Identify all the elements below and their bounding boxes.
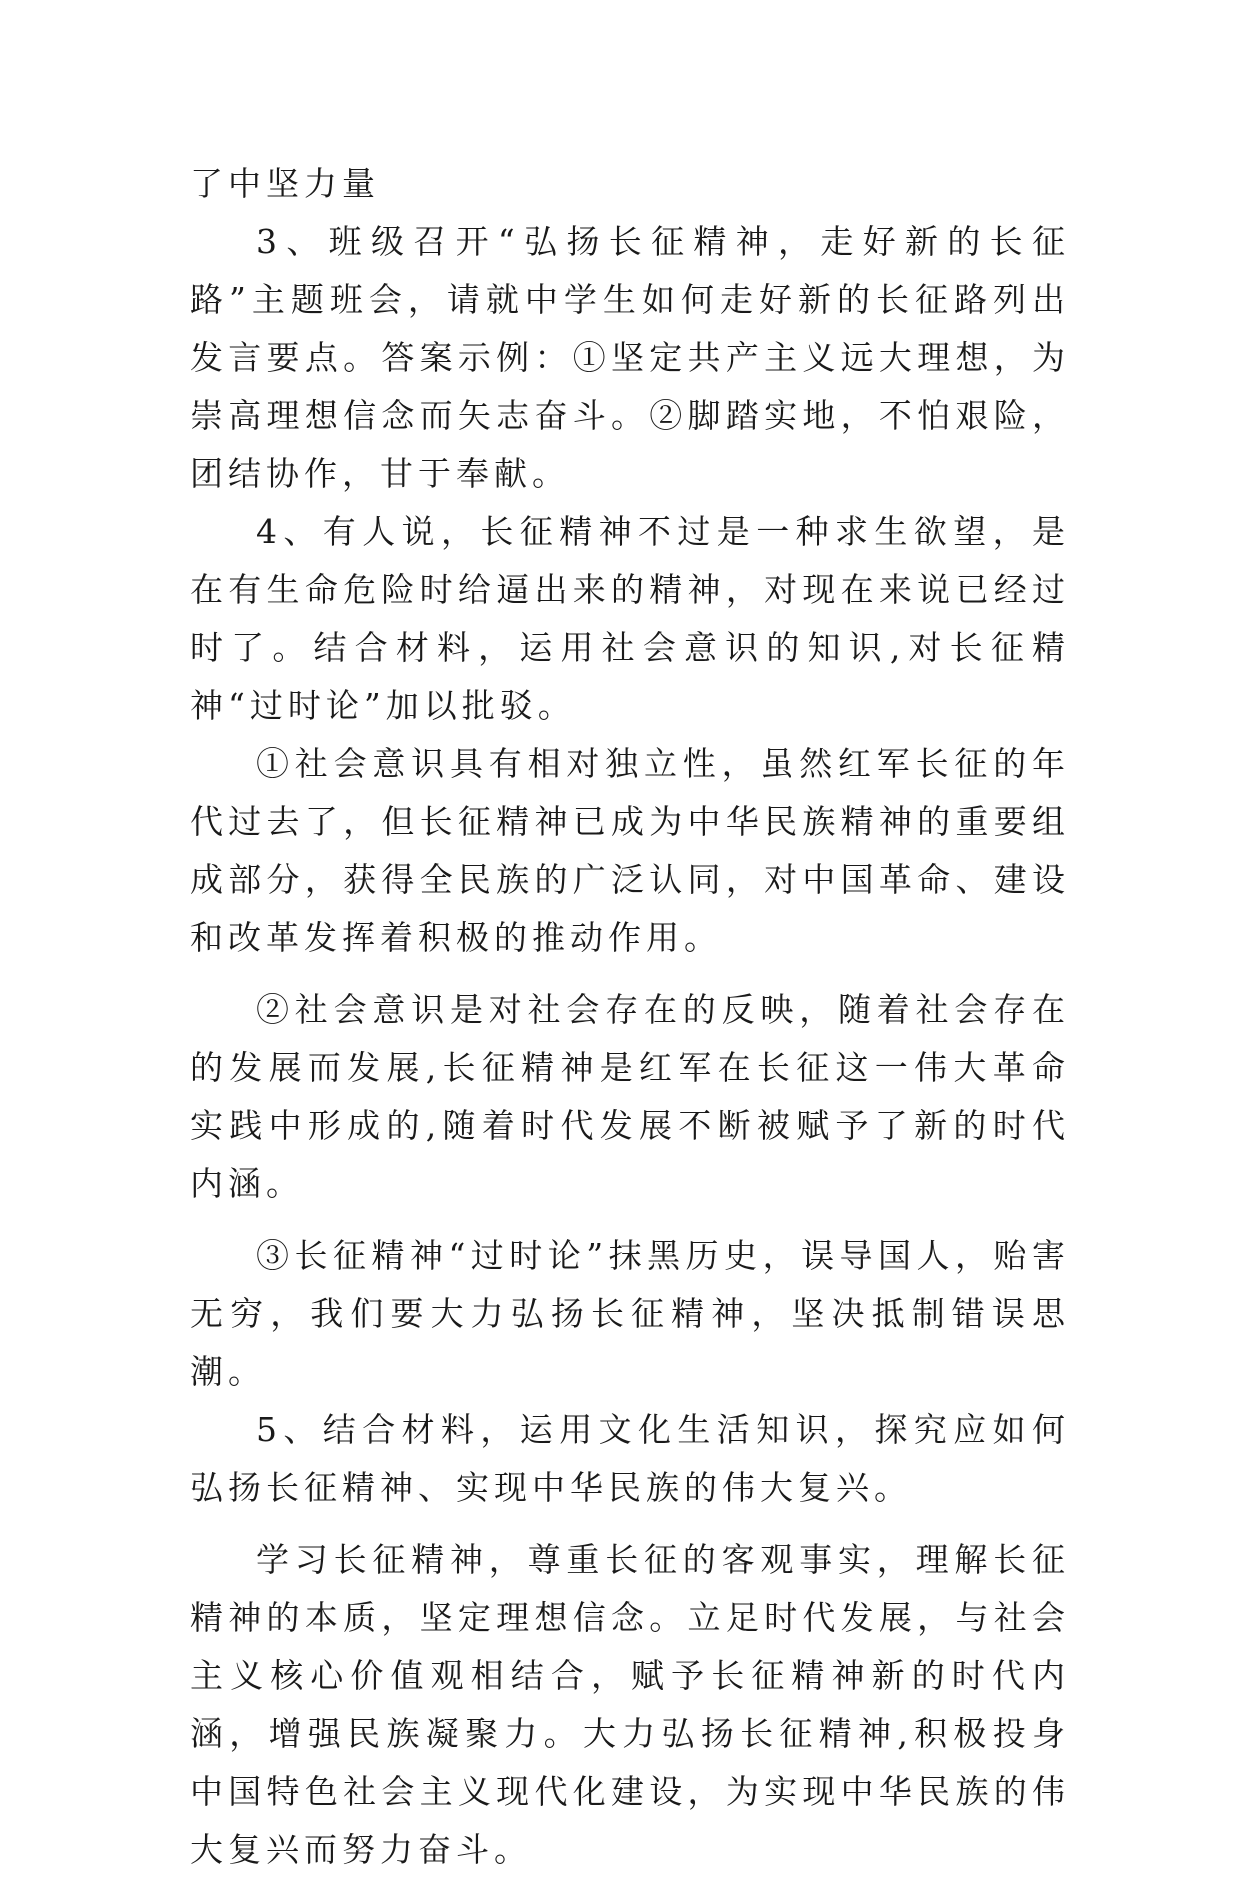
paragraph-answer-5: 学习长征精神，尊重长征的客观事实，理解长征精神的本质，坚定理想信念。立足时代发展，与社会主义核心价值观相结合，赋予长征精神新的时代内涵，增强民族凝聚力。大力弘扬长征精神,积极投身中国特色社会主义现代化建设，为实现中华民族的伟大复兴而努力奋斗。 <box>190 1540 1070 1869</box>
paragraph-answer-4-point-1: ①社会意识具有相对独立性，虽然红军长征的年代过去了，但长征精神已成为中华民族精神的重要组成部分，获得全民族的广泛认同，对中国革命、建设和改革发挥着积极的推动作用。 <box>190 744 1070 957</box>
paragraph-question-5: 5、结合材料，运用文化生活知识，探究应如何弘扬长征精神、实现中华民族的伟大复兴。 <box>190 1410 1070 1507</box>
paragraph-question-4: 4、有人说，长征精神不过是一种求生欲望，是在有生命危险时给逼出来的精神，对现在来说已经过时了。结合材料，运用社会意识的知识,对长征精神“过时论”加以批驳。 <box>190 512 1070 725</box>
document-body <box>190 155 1070 1879</box>
paragraph-question-3: 3、班级召开“弘扬长征精神，走好新的长征路”主题班会，请就中学生如何走好新的长征路列出发言要点。答案示例：①坚定共产主义远大理想，为崇高理想信念而矢志奋斗。②脚踏实地，不怕艰险，团结协作，甘于奉献。 <box>190 222 1070 493</box>
paragraph-answer-4-point-2: ②社会意识是对社会存在的反映，随着社会存在的发展而发展,长征精神是红军在长征这一伟大革命实践中形成的,随着时代发展不断被赋予了新的时代内涵。 <box>190 990 1070 1203</box>
paragraph-continuation: 了中坚力量 <box>190 164 380 203</box>
paragraph-answer-4-point-3: ③长征精神“过时论”抹黑历史，误导国人，贻害无穷，我们要大力弘扬长征精神，坚决抵制错误思潮。 <box>190 1236 1070 1391</box>
